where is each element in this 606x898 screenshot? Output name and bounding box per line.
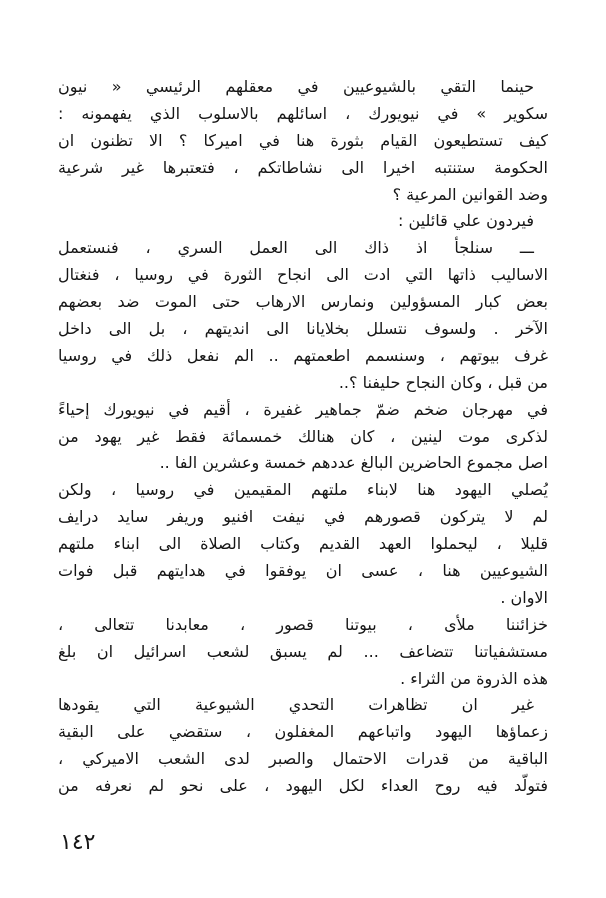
page-body [58,74,548,800]
paragraph [58,397,548,478]
text-line: سكوير » في نيويورك ، اسائلهم بالاسلوب الذي يفهمونه : [58,103,548,123]
text-line: الاوان . [500,587,548,607]
text-line: في مهرجان ضخم ضمّ جماهير غفيرة ، أقيم في نيويورك إحياءً [58,399,548,419]
text-line: الشيوعيين هنا ، عسى ان يوفقوا في هدايتهم قبل فوات [58,561,548,581]
text-line: مستشفياتنا تتضاعف ... لم يسبق لشعب اسرائيل ان بلغ [58,641,548,661]
page-number: ١٤٢ [60,830,96,855]
text-line: هذه الذروة من الثراء . [400,668,548,688]
text-line: قليلا ، ليحملوا العهد القديم وكتاب الصلاة الى ابناء ملتهم [58,534,548,554]
text-line: غرف بيوتهم ، وسنسمم اطعمتهم .. الم نفعل ذلك في روسيا [58,345,548,365]
paragraph [58,235,548,396]
text-line: لم لا يتركون قصورهم في نيفت افنيو وريفر سايد درايف [58,507,548,527]
paragraph [58,74,548,208]
text-line: لذكرى موت لينين ، كان هنالك خمسمائة فقط غير يهود من [58,426,548,446]
text-line: الحكومة ستنتبه اخيرا الى نشاطاتكم ، فتعتبرها غير شرعية [58,157,548,177]
text-line: فتولّد فيه روح العداء لكل اليهود ، على نحو لم نعرفه من [58,776,548,796]
paragraph [58,612,548,693]
text-line: وضد القوانين المرعية ؟ [392,184,548,204]
text-line: فيردون علي قائلين : [397,211,534,231]
text-line: خزائننا ملأى ، بيوتنا قصور ، معابدنا تتعالى ، [58,614,548,634]
paragraph [58,208,548,235]
text-line: الآخر . ولسوف نتسلل بخلايانا الى انديتهم ، بل الى داخل [58,319,548,339]
paragraph [58,692,548,800]
text-line: ـــ سنلجأ اذ ذاك الى العمل السري ، فنستعمل [58,238,534,258]
text-line: كيف تستطيعون القيام بثورة هنا في اميركا ؟ الا تظنون ان [58,130,548,150]
text-line: حينما التقي بالشيوعيين في معقلهم الرئيسي « نيون [58,77,534,96]
text-line: يُصلي اليهود هنا لابناء ملتهم المقيمين في روسيا ، ولكن [58,480,548,500]
text-line: الباقية من قدرات الاحتمال والصبر لدى الشعب الاميركي ، [58,749,548,769]
paragraph [58,477,548,611]
text-line: بعض كبار المسؤولين ونمارس الارهاب حتى الموت ضد بعضهم [58,292,548,312]
text-line: غير ان تظاهرات التحدي الشيوعية التي يقودها [58,695,534,715]
text-line: من قبل ، وكان النجاح حليفنا ؟.. [338,372,548,392]
text-line: زعماؤها اليهود واتباعهم المغفلون ، ستقضي على البقية [58,722,548,742]
text-line: اصل مجموع الحاضرين البالغ عددهم خمسة وعشرين الفا .. [159,453,548,473]
text-line: الاساليب ذاتها التي ادت الى انجاح الثورة في روسيا ، فنغتال [58,265,548,285]
